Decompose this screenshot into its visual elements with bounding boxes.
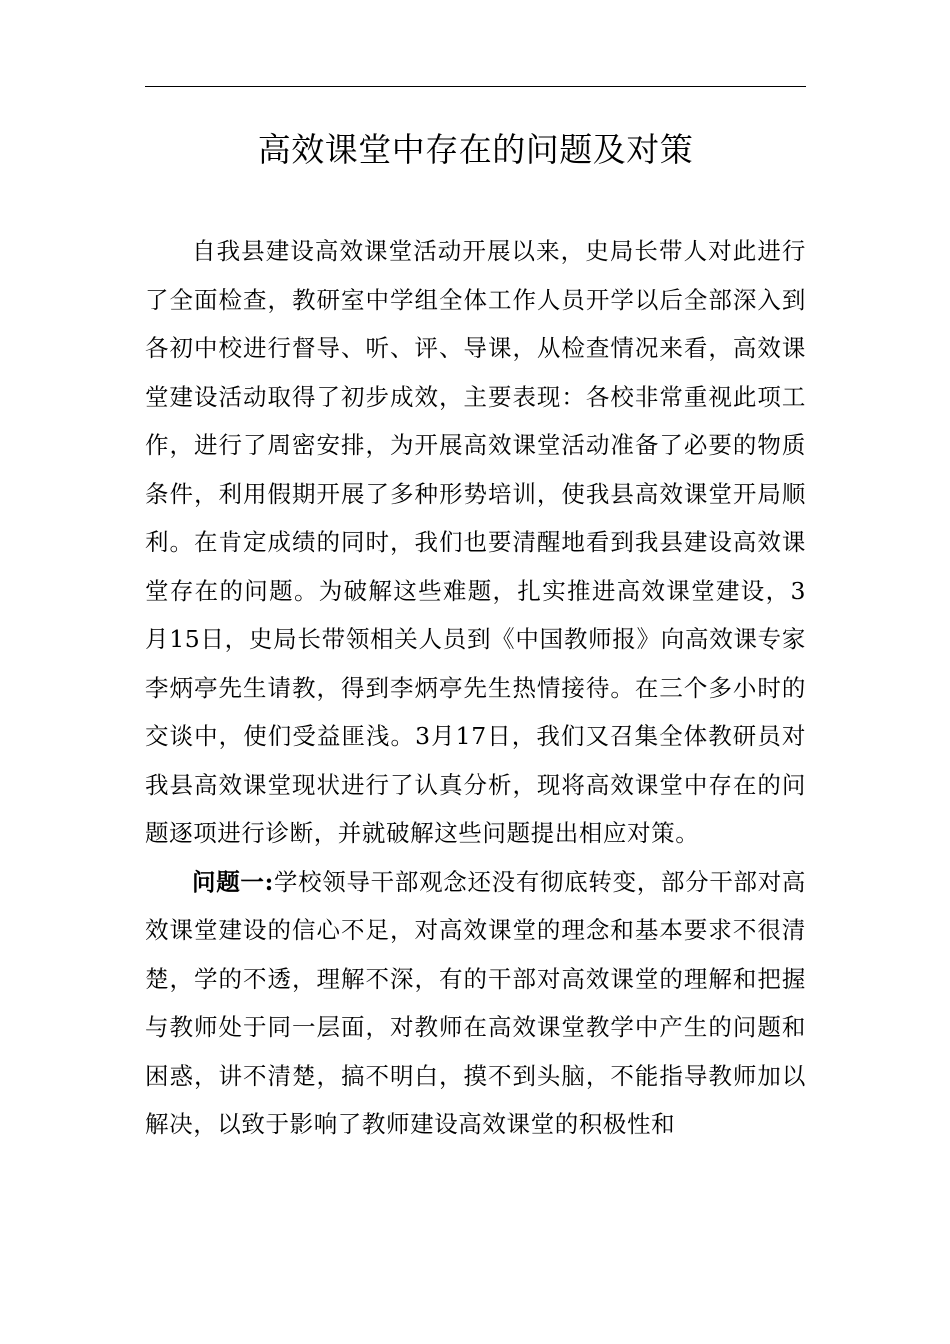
header-rule xyxy=(145,86,806,87)
document-body xyxy=(145,227,806,1149)
paragraph-text: 学校领导干部观念还没有彻底转变，部分干部对高效课堂建设的信心不足，对高效课堂的理念和基本要求不很清楚，学的不透，理解不深，有的干部对高效课堂的理解和把握与教师处于同一层面，对教师在高效课堂教学中产生的问题和困惑，讲不清楚，搞不明白，摸不到头脑，不能指导教师加以解决，以致于影响了教师建设高效课堂的积极性和 xyxy=(145,867,806,1138)
paragraph-intro xyxy=(145,227,806,858)
paragraph-lead: 问题一: xyxy=(192,867,274,896)
document-title: 高效课堂中存在的问题及对策 xyxy=(257,130,694,169)
paragraph-problem-one xyxy=(145,858,806,1149)
paragraph-text: 自我县建设高效课堂活动开展以来，史局长带人对此进行了全面检查，教研室中学组全体工作人员开学以后全部深入到各初中校进行督导、听、评、导课，从检查情况来看，高效课堂建设活动取得了初步成效，主要表现：各校非常重视此项工作，进行了周密安排，为开展高效课堂活动准备了必要的物质条件，利用假期开展了多种形势培训，使我县高效课堂开局顺利。在肯定成绩的同时，我们也要清醒地看到我县建设高效课堂存在的问题。为破解这些难题，扎实推进高效课堂建设，3月15日，史局长带领相关人员到《中国教师报》向高效课专家李炳亭先生请教，得到李炳亭先生热情接待。在三个多小时的交谈中，使们受益匪浅。3月17日，我们又召集全体教研员对我县高效课堂现状进行了认真分析，现将高效课堂中存在的问题逐项进行诊断，并就破解这些问题提出相应对策。 xyxy=(145,237,806,847)
